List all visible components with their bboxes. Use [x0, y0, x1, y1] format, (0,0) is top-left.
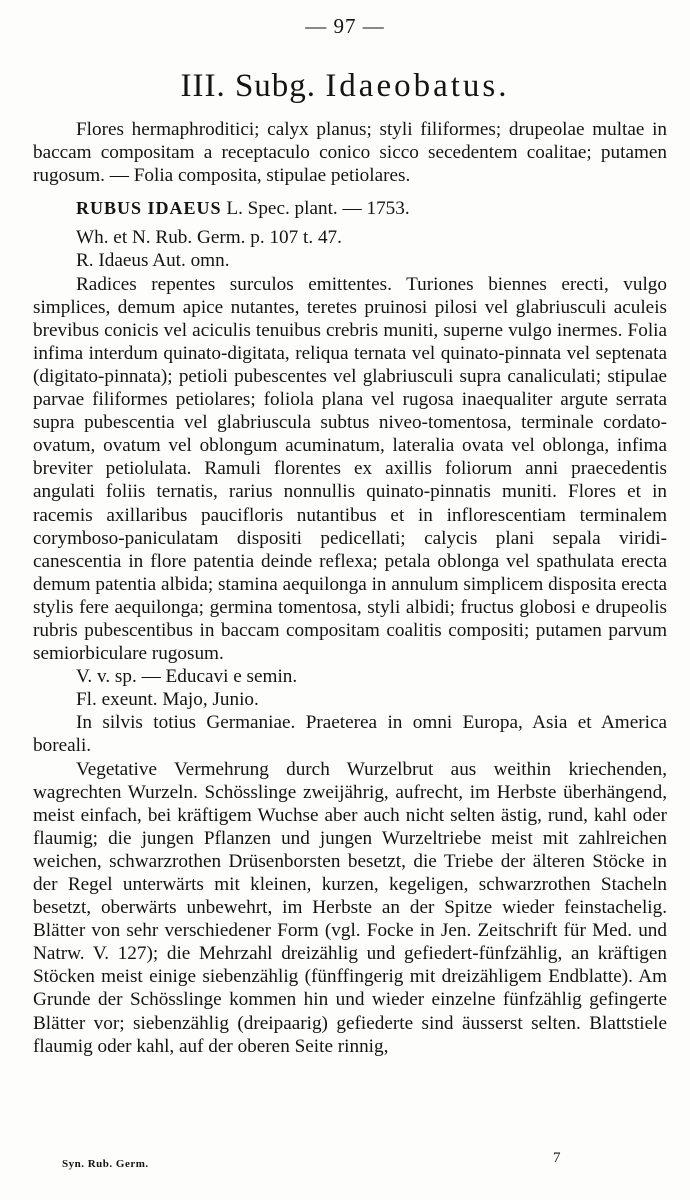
heading-numeral: III. — [180, 68, 226, 104]
habitat-paragraph: In silvis totius Germaniae. Praeterea in omni Europa, Asia et America boreali. — [33, 712, 667, 757]
intro-paragraph: Flores hermaphroditici; calyx planus; styli filiformes; drupeolae multae in baccam compositam a receptaculo conico sicco secedentem coalitae; putamen rugosum. — Folia composita, stipulae petiolares. — [33, 119, 667, 187]
species-citation: L. Spec. plant. — 1753. — [221, 198, 410, 220]
german-paragraph: Vegetative Vermehrung durch Wurzelbrut aus weithin kriechenden, wagrechten Wurzeln. Schösslinge zweijährig, aufrecht, im Herbste überhängend, meist einfach, bei kräftigem Wuchse aber auch nicht selten ästig, rund, kahl oder flaumig; die jungen Pflanzen und jungen Wurzeltriebe meist mit zahlreichen weichen, schwarzrothen Drüsenborsten besetzt, die Triebe der älteren Stöcke in der Regel unterwärts mit kleinen, kurzen, kegeligen, schwarzrothen Stacheln besetzt, oberwärts unbewehrt, im Herbste an der Spitze wieder feinstachelig. Blätter von sehr verschiedener Form (vgl. Focke in Jen. Zeitschrift für Med. und Natrw. V. 127); die Mehrzahl dreizählig und gefiedert-fünfzählig, an kräftigen Stöcken meist einige siebenzählig (fünffingerig mit dreizähligem Endblatte). Am Grunde der Schösslinge kommen hin und wieder einzelne fünfzählig gefingerte Blätter vor; siebenzählig (dreipaarig) gefiederte sind äusserst selten. Blattstiele flaumig oder kahl, auf der oberen Seite rinnig, — [33, 758, 667, 1057]
heading-subg: Subg. — [234, 68, 317, 104]
vivum-line: V. v. sp. — Educavi e semin. — [76, 666, 298, 688]
body-text — [33, 118, 667, 1058]
flowering-line: Fl. exeunt. Majo, Junio. — [76, 689, 259, 711]
species-name: RUBUS IDAEUS — [76, 198, 222, 219]
species-line — [33, 197, 667, 220]
synonym-line: R. Idaeus Aut. omn. — [76, 250, 230, 272]
heading-name: Idaeobatus. — [325, 68, 510, 104]
synonym-line: Wh. et N. Rub. Germ. p. 107 t. 47. — [76, 227, 342, 249]
description-paragraph: Radices repentes surculos emittentes. Turiones biennes erecti, vulgo simplices, demum apice nutantes, teretes pruinosi pilosi vel glabriusculi aculeis brevibus conicis vel aciculis tenuibus crebris muniti, superne vulgo inermes. Folia infima interdum quinato-digitata, reliqua ternata vel quinato-pinnata vel septenata (digitato-pinnata); petioli pubescentes vel glabriusculi supra canaliculati; stipulae parvae filiformes petiolares; foliola plana vel rugosa inaequaliter argute serrata supra pubescentia vel glabriuscula subtus niveo-tomentosa, terminale cordato-ovatum, ovatum vel oblongum acuminatum, lateralia ovata vel oblonga, infima breviter petiolulata. Ramuli florentes ex axillis foliorum anni praecedentis angulati foliis ternatis, rarius nonnullis quinato-pinnatis muniti. Flores et in racemis axillaribus paucifloris nutantibus et in inflorescentiam terminalem corymboso-paniculatam dispositi pedicellati; calycis plani sepala viridi-canescentia in flore patentia deinde reflexa; petala oblonga vel spathulata erecta demum patentia albida; stamina aequilonga in annulum simplicem disposita erecta stylis fere aequilonga; germina tomentosa, styli albidi; fructus globosi e drupeolis rubris pubescentibus in baccam compositam coalitis compositi; putamen parvum semiorbiculare rugosum. — [33, 273, 667, 665]
page-number: — 97 — — [305, 14, 385, 38]
footer-signature: Syn. Rub. Germ. — [62, 1158, 149, 1170]
section-heading — [0, 68, 690, 105]
footer-sheet-number: 7 — [553, 1150, 561, 1166]
